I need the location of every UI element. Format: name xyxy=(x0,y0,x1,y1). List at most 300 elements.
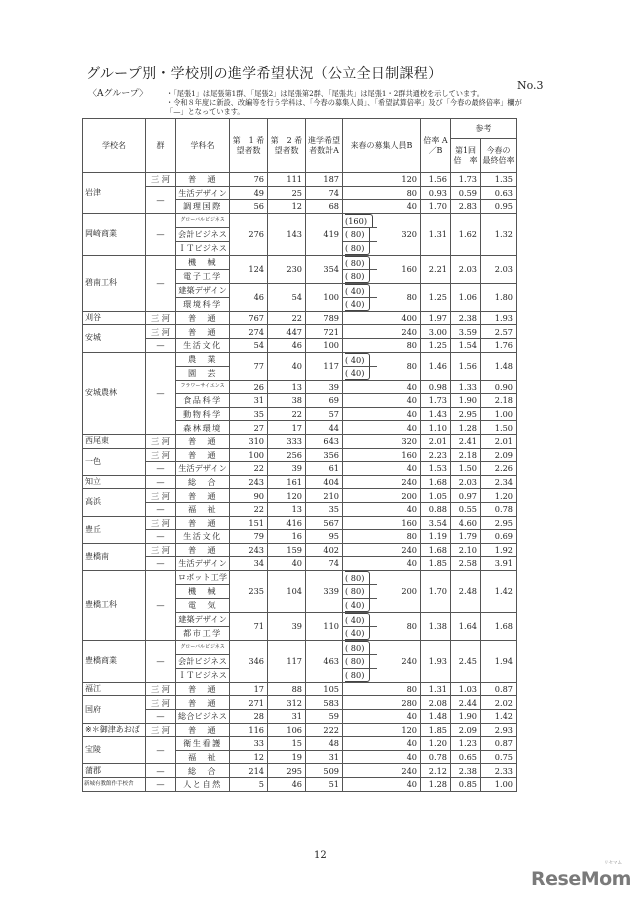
group-cell: 三 河 xyxy=(146,516,176,530)
final-ratio: 2.09 xyxy=(481,448,517,462)
course-quota xyxy=(343,489,377,503)
quota-b: 40 xyxy=(377,737,421,751)
course-quota xyxy=(343,352,377,366)
first-choice: 49 xyxy=(230,186,268,200)
second-choice: 12 xyxy=(268,200,306,214)
course-name: 福 祉 xyxy=(176,750,230,764)
total-a: 35 xyxy=(306,502,343,516)
table-row xyxy=(83,338,517,352)
final-ratio: 1.93 xyxy=(481,311,517,325)
first-ratio: 1.79 xyxy=(451,530,481,544)
table-row xyxy=(83,723,517,737)
first-choice: 124 xyxy=(230,255,268,283)
course-quota xyxy=(343,421,377,435)
second-choice: 117 xyxy=(268,640,306,682)
course-quota xyxy=(343,682,377,696)
school-name: 新城有教館作手校舎 xyxy=(83,778,146,792)
second-choice: 161 xyxy=(268,475,306,489)
table-row xyxy=(83,710,517,724)
course-quota xyxy=(343,626,377,640)
quota-b: 40 xyxy=(377,421,421,435)
ratio: 1.05 xyxy=(421,489,451,503)
course-quota xyxy=(343,462,377,476)
course-quota xyxy=(343,269,377,283)
course-name: 普 通 xyxy=(176,173,230,187)
second-choice: 46 xyxy=(268,338,306,352)
first-ratio: 3.59 xyxy=(451,325,481,339)
course-quota xyxy=(343,407,377,421)
first-ratio: 2.48 xyxy=(451,570,481,612)
final-ratio: 1.20 xyxy=(481,489,517,503)
course-name: 普 通 xyxy=(176,489,230,503)
quota-b: 40 xyxy=(377,502,421,516)
ratio: 1.68 xyxy=(421,475,451,489)
first-ratio: 1.23 xyxy=(451,737,481,751)
final-ratio: 2.33 xyxy=(481,764,517,778)
final-ratio: 0.87 xyxy=(481,682,517,696)
first-choice: 56 xyxy=(230,200,268,214)
group-cell: — xyxy=(146,778,176,792)
course-name: 電 気 xyxy=(176,598,230,612)
second-choice: 31 xyxy=(268,710,306,724)
ratio: 1.28 xyxy=(421,778,451,792)
total-a: 57 xyxy=(306,407,343,421)
second-choice: 143 xyxy=(268,213,306,255)
first-choice: 17 xyxy=(230,682,268,696)
course-name: 建築デザイン xyxy=(176,283,230,297)
course-name: 総 合 xyxy=(176,764,230,778)
table-row xyxy=(83,173,517,187)
final-ratio: 2.93 xyxy=(481,723,517,737)
second-choice: 40 xyxy=(268,352,306,380)
table-row xyxy=(83,462,517,476)
course-quota xyxy=(343,186,377,200)
page-title: グループ別・学校別の進学希望状況（公立全日制課程） xyxy=(86,66,443,82)
course-quota xyxy=(343,448,377,462)
total-a: 48 xyxy=(306,737,343,751)
ratio: 1.56 xyxy=(421,173,451,187)
header-first-choice: 第 1 希望者数 xyxy=(230,119,268,173)
first-ratio: 2.38 xyxy=(451,764,481,778)
course-quota xyxy=(343,737,377,751)
course-quota xyxy=(343,394,377,408)
quota-b: 40 xyxy=(377,750,421,764)
ratio: 2.23 xyxy=(421,448,451,462)
course-quota xyxy=(343,598,377,612)
school-name: 蒲郡 xyxy=(83,764,146,778)
first-ratio: 1.33 xyxy=(451,380,481,394)
note-2: ・令和８年度に新設、改編等を行う学科は、「今春の募集人員」、「希望試算倍率」及び「今春の最終倍率」欄が xyxy=(166,98,522,107)
group-cell: 三 河 xyxy=(146,173,176,187)
course-quota xyxy=(343,778,377,792)
second-choice: 19 xyxy=(268,750,306,764)
school-name: ※＊御津あおば xyxy=(83,723,146,737)
ratio: 1.43 xyxy=(421,407,451,421)
course-name: 福 祉 xyxy=(176,502,230,516)
total-a: 354 xyxy=(306,255,343,283)
first-choice: 214 xyxy=(230,764,268,778)
first-ratio: 2.45 xyxy=(451,640,481,682)
second-choice: 46 xyxy=(268,778,306,792)
second-choice: 13 xyxy=(268,502,306,516)
final-ratio: 1.50 xyxy=(481,421,517,435)
admission-table xyxy=(82,118,517,792)
total-a: 509 xyxy=(306,764,343,778)
course-name: 人と自然 xyxy=(176,778,230,792)
quota-b: 200 xyxy=(377,489,421,503)
total-a: 339 xyxy=(306,570,343,612)
school-name: 豊橋工科 xyxy=(83,570,146,640)
total-a: 789 xyxy=(306,311,343,325)
ratio: 1.19 xyxy=(421,530,451,544)
ratio: 3.00 xyxy=(421,325,451,339)
total-a: 567 xyxy=(306,516,343,530)
course-name: 普 通 xyxy=(176,696,230,710)
course-quota xyxy=(343,640,377,654)
course-quota xyxy=(343,213,377,227)
school-name: 福江 xyxy=(83,682,146,696)
second-choice: 88 xyxy=(268,682,306,696)
second-choice: 13 xyxy=(268,380,306,394)
course-quota xyxy=(343,366,377,380)
quota-b: 280 xyxy=(377,696,421,710)
course-name: 機 械 xyxy=(176,255,230,269)
quota-b: 80 xyxy=(377,352,421,380)
second-choice: 22 xyxy=(268,407,306,421)
ratio: 1.31 xyxy=(421,213,451,255)
total-a: 222 xyxy=(306,723,343,737)
quota-b: 80 xyxy=(377,186,421,200)
quota-b: 40 xyxy=(377,710,421,724)
second-choice: 39 xyxy=(268,612,306,640)
first-ratio: 1.06 xyxy=(451,283,481,311)
course-name: グローバルビジネス xyxy=(176,213,230,227)
school-name: 知立 xyxy=(83,475,146,489)
group-cell: — xyxy=(146,737,176,764)
final-ratio: 1.42 xyxy=(481,570,517,612)
quota-b: 120 xyxy=(377,723,421,737)
second-choice: 22 xyxy=(268,311,306,325)
final-ratio: 2.95 xyxy=(481,516,517,530)
school-name: 豊橋商業 xyxy=(83,640,146,682)
table-row xyxy=(83,434,517,448)
course-quota-value: ( 80) xyxy=(345,641,370,654)
first-ratio: 2.03 xyxy=(451,475,481,489)
first-choice: 28 xyxy=(230,710,268,724)
ratio: 1.25 xyxy=(421,338,451,352)
table-row xyxy=(83,737,517,751)
second-choice: 120 xyxy=(268,489,306,503)
course-quota xyxy=(343,764,377,778)
course-quota xyxy=(343,434,377,448)
final-ratio: 0.87 xyxy=(481,737,517,751)
first-choice: 276 xyxy=(230,213,268,255)
total-a: 95 xyxy=(306,530,343,544)
table-row xyxy=(83,570,517,584)
course-name: 電子工学 xyxy=(176,269,230,283)
final-ratio: 2.01 xyxy=(481,434,517,448)
first-choice: 71 xyxy=(230,612,268,640)
second-choice: 312 xyxy=(268,696,306,710)
total-a: 74 xyxy=(306,557,343,571)
course-quota-value: ( 40) xyxy=(345,353,370,366)
group-cell: — xyxy=(146,530,176,544)
second-choice: 39 xyxy=(268,462,306,476)
ratio: 1.70 xyxy=(421,200,451,214)
course-name: 生活デザイン xyxy=(176,186,230,200)
first-choice: 5 xyxy=(230,778,268,792)
second-choice: 54 xyxy=(268,283,306,311)
course-name: 衛生看護 xyxy=(176,737,230,751)
course-name: 生活デザイン xyxy=(176,462,230,476)
first-ratio: 2.38 xyxy=(451,311,481,325)
header-quota-b: 来春の募集人員B xyxy=(343,119,421,173)
group-cell: 三 河 xyxy=(146,325,176,339)
course-quota xyxy=(343,557,377,571)
school-name: 高浜 xyxy=(83,489,146,516)
ratio: 2.01 xyxy=(421,434,451,448)
group-label: 〈Aグループ〉 xyxy=(88,89,149,99)
first-choice: 346 xyxy=(230,640,268,682)
table-row xyxy=(83,502,517,516)
second-choice: 159 xyxy=(268,543,306,557)
course-name: 調理国際 xyxy=(176,200,230,214)
group-cell: 三 河 xyxy=(146,696,176,710)
quota-b: 40 xyxy=(377,462,421,476)
final-ratio: 2.03 xyxy=(481,255,517,283)
table-row xyxy=(83,213,517,227)
course-quota xyxy=(343,654,377,668)
course-name: 生活文化 xyxy=(176,338,230,352)
ratio: 2.12 xyxy=(421,764,451,778)
first-choice: 243 xyxy=(230,543,268,557)
ratio: 0.88 xyxy=(421,502,451,516)
final-ratio: 2.02 xyxy=(481,696,517,710)
first-choice: 271 xyxy=(230,696,268,710)
course-name: 普 通 xyxy=(176,325,230,339)
second-choice: 104 xyxy=(268,570,306,612)
final-ratio: 1.48 xyxy=(481,352,517,380)
table-row xyxy=(83,489,517,503)
quota-b: 160 xyxy=(377,516,421,530)
course-quota xyxy=(343,283,377,297)
quota-b: 160 xyxy=(377,448,421,462)
total-a: 404 xyxy=(306,475,343,489)
course-quota xyxy=(343,543,377,557)
course-quota-value: ( 80) xyxy=(345,242,370,255)
course-quota-value: ( 80) xyxy=(345,270,370,283)
course-quota xyxy=(343,227,377,241)
quota-b: 320 xyxy=(377,213,421,255)
course-quota-value: ( 40) xyxy=(345,298,370,311)
first-ratio: 2.95 xyxy=(451,407,481,421)
ratio: 1.25 xyxy=(421,283,451,311)
table-row xyxy=(83,325,517,339)
course-quota xyxy=(343,200,377,214)
second-choice: 416 xyxy=(268,516,306,530)
first-ratio: 1.64 xyxy=(451,612,481,640)
first-choice: 12 xyxy=(230,750,268,764)
table-row xyxy=(83,530,517,544)
course-name: 森林環境 xyxy=(176,421,230,435)
first-choice: 34 xyxy=(230,557,268,571)
table-row xyxy=(83,557,517,571)
ratio: 1.70 xyxy=(421,570,451,612)
table-row xyxy=(83,543,517,557)
resemom-logo-kana: リセマム xyxy=(604,861,622,866)
course-quota xyxy=(343,241,377,255)
course-name: グローバルビジネス xyxy=(176,640,230,654)
header-total-a: 進学希望者数計A xyxy=(306,119,343,173)
first-ratio: 4.60 xyxy=(451,516,481,530)
group-cell: 三 河 xyxy=(146,434,176,448)
final-ratio: 1.35 xyxy=(481,173,517,187)
course-quota xyxy=(343,325,377,339)
first-ratio: 1.90 xyxy=(451,710,481,724)
first-choice: 243 xyxy=(230,475,268,489)
total-a: 68 xyxy=(306,200,343,214)
table-row xyxy=(83,516,517,530)
table-row xyxy=(83,311,517,325)
final-ratio: 1.42 xyxy=(481,710,517,724)
course-name: 普 通 xyxy=(176,723,230,737)
quota-b: 240 xyxy=(377,764,421,778)
course-quota xyxy=(343,570,377,584)
first-ratio: 2.41 xyxy=(451,434,481,448)
course-name: 普 通 xyxy=(176,434,230,448)
first-choice: 27 xyxy=(230,421,268,435)
group-cell: — xyxy=(146,213,176,255)
ratio: 1.85 xyxy=(421,723,451,737)
quota-b: 320 xyxy=(377,434,421,448)
ratio: 1.31 xyxy=(421,682,451,696)
total-a: 39 xyxy=(306,380,343,394)
course-quota xyxy=(343,723,377,737)
header-group: 群 xyxy=(146,119,176,173)
quota-b: 40 xyxy=(377,557,421,571)
course-name: 生活デザイン xyxy=(176,557,230,571)
header-ratio: 倍率 A／B xyxy=(421,119,451,173)
second-choice: 230 xyxy=(268,255,306,283)
quota-b: 80 xyxy=(377,682,421,696)
course-name: 食品科学 xyxy=(176,394,230,408)
final-ratio: 1.94 xyxy=(481,640,517,682)
course-quota xyxy=(343,750,377,764)
header-final-ratio: 今春の 最終倍率 xyxy=(481,139,517,173)
quota-b: 240 xyxy=(377,543,421,557)
ratio: 1.97 xyxy=(421,311,451,325)
course-quota xyxy=(343,696,377,710)
course-quota-value: ( 80) xyxy=(345,256,370,269)
total-a: 402 xyxy=(306,543,343,557)
course-name: 総 合 xyxy=(176,475,230,489)
course-quota xyxy=(343,173,377,187)
first-choice: 35 xyxy=(230,407,268,421)
final-ratio: 2.18 xyxy=(481,394,517,408)
total-a: 721 xyxy=(306,325,343,339)
first-ratio: 2.09 xyxy=(451,723,481,737)
school-name: 西尾東 xyxy=(83,434,146,448)
quota-b: 40 xyxy=(377,778,421,792)
first-choice: 116 xyxy=(230,723,268,737)
note-3: 「—」となっています。 xyxy=(166,107,245,116)
first-choice: 54 xyxy=(230,338,268,352)
final-ratio: 1.00 xyxy=(481,407,517,421)
total-a: 463 xyxy=(306,640,343,682)
final-ratio: 2.57 xyxy=(481,325,517,339)
header-first-ratio: 第1回 倍 率 xyxy=(451,139,481,173)
first-choice: 79 xyxy=(230,530,268,544)
table-row xyxy=(83,682,517,696)
total-a: 74 xyxy=(306,186,343,200)
quota-b: 80 xyxy=(377,612,421,640)
course-quota xyxy=(343,380,377,394)
group-cell: 三 河 xyxy=(146,682,176,696)
final-ratio: 0.75 xyxy=(481,750,517,764)
final-ratio: 0.69 xyxy=(481,530,517,544)
course-name: 園 芸 xyxy=(176,366,230,380)
course-name: 会計ビジネス xyxy=(176,227,230,241)
course-name: ＩＴビジネス xyxy=(176,668,230,682)
quota-b: 40 xyxy=(377,407,421,421)
ratio: 1.20 xyxy=(421,737,451,751)
course-name: 建築デザイン xyxy=(176,612,230,626)
second-choice: 111 xyxy=(268,173,306,187)
course-name: ＩＴビジネス xyxy=(176,241,230,255)
course-name: 普 通 xyxy=(176,682,230,696)
school-name: 刈谷 xyxy=(83,311,146,325)
total-a: 187 xyxy=(306,173,343,187)
final-ratio: 1.68 xyxy=(481,612,517,640)
course-name: 機 械 xyxy=(176,584,230,598)
total-a: 100 xyxy=(306,283,343,311)
ratio: 1.48 xyxy=(421,710,451,724)
course-name: 総合ビジネス xyxy=(176,710,230,724)
course-quota-value: ( 80) xyxy=(345,585,370,598)
sheet-number: No.3 xyxy=(517,79,544,92)
group-cell: — xyxy=(146,352,176,434)
second-choice: 447 xyxy=(268,325,306,339)
course-name: 普 通 xyxy=(176,311,230,325)
group-cell: — xyxy=(146,475,176,489)
course-quota xyxy=(343,668,377,682)
second-choice: 295 xyxy=(268,764,306,778)
group-cell: 三 河 xyxy=(146,543,176,557)
first-choice: 22 xyxy=(230,502,268,516)
quota-b: 240 xyxy=(377,475,421,489)
first-ratio: 0.97 xyxy=(451,489,481,503)
course-quota xyxy=(343,311,377,325)
group-cell: — xyxy=(146,462,176,476)
header-second-choice: 第 2 希望者数 xyxy=(268,119,306,173)
final-ratio: 1.00 xyxy=(481,778,517,792)
group-cell: — xyxy=(146,557,176,571)
table-row xyxy=(83,764,517,778)
course-name: 会計ビジネス xyxy=(176,654,230,668)
school-name: 国府 xyxy=(83,696,146,723)
group-cell: — xyxy=(146,640,176,682)
first-ratio: 2.18 xyxy=(451,448,481,462)
course-quota-value: ( 40) xyxy=(345,599,370,612)
quota-b: 40 xyxy=(377,200,421,214)
quota-b: 80 xyxy=(377,338,421,352)
ratio: 1.93 xyxy=(421,640,451,682)
ratio: 3.54 xyxy=(421,516,451,530)
course-quota xyxy=(343,297,377,311)
table-row xyxy=(83,448,517,462)
final-ratio: 0.90 xyxy=(481,380,517,394)
first-choice: 33 xyxy=(230,737,268,751)
